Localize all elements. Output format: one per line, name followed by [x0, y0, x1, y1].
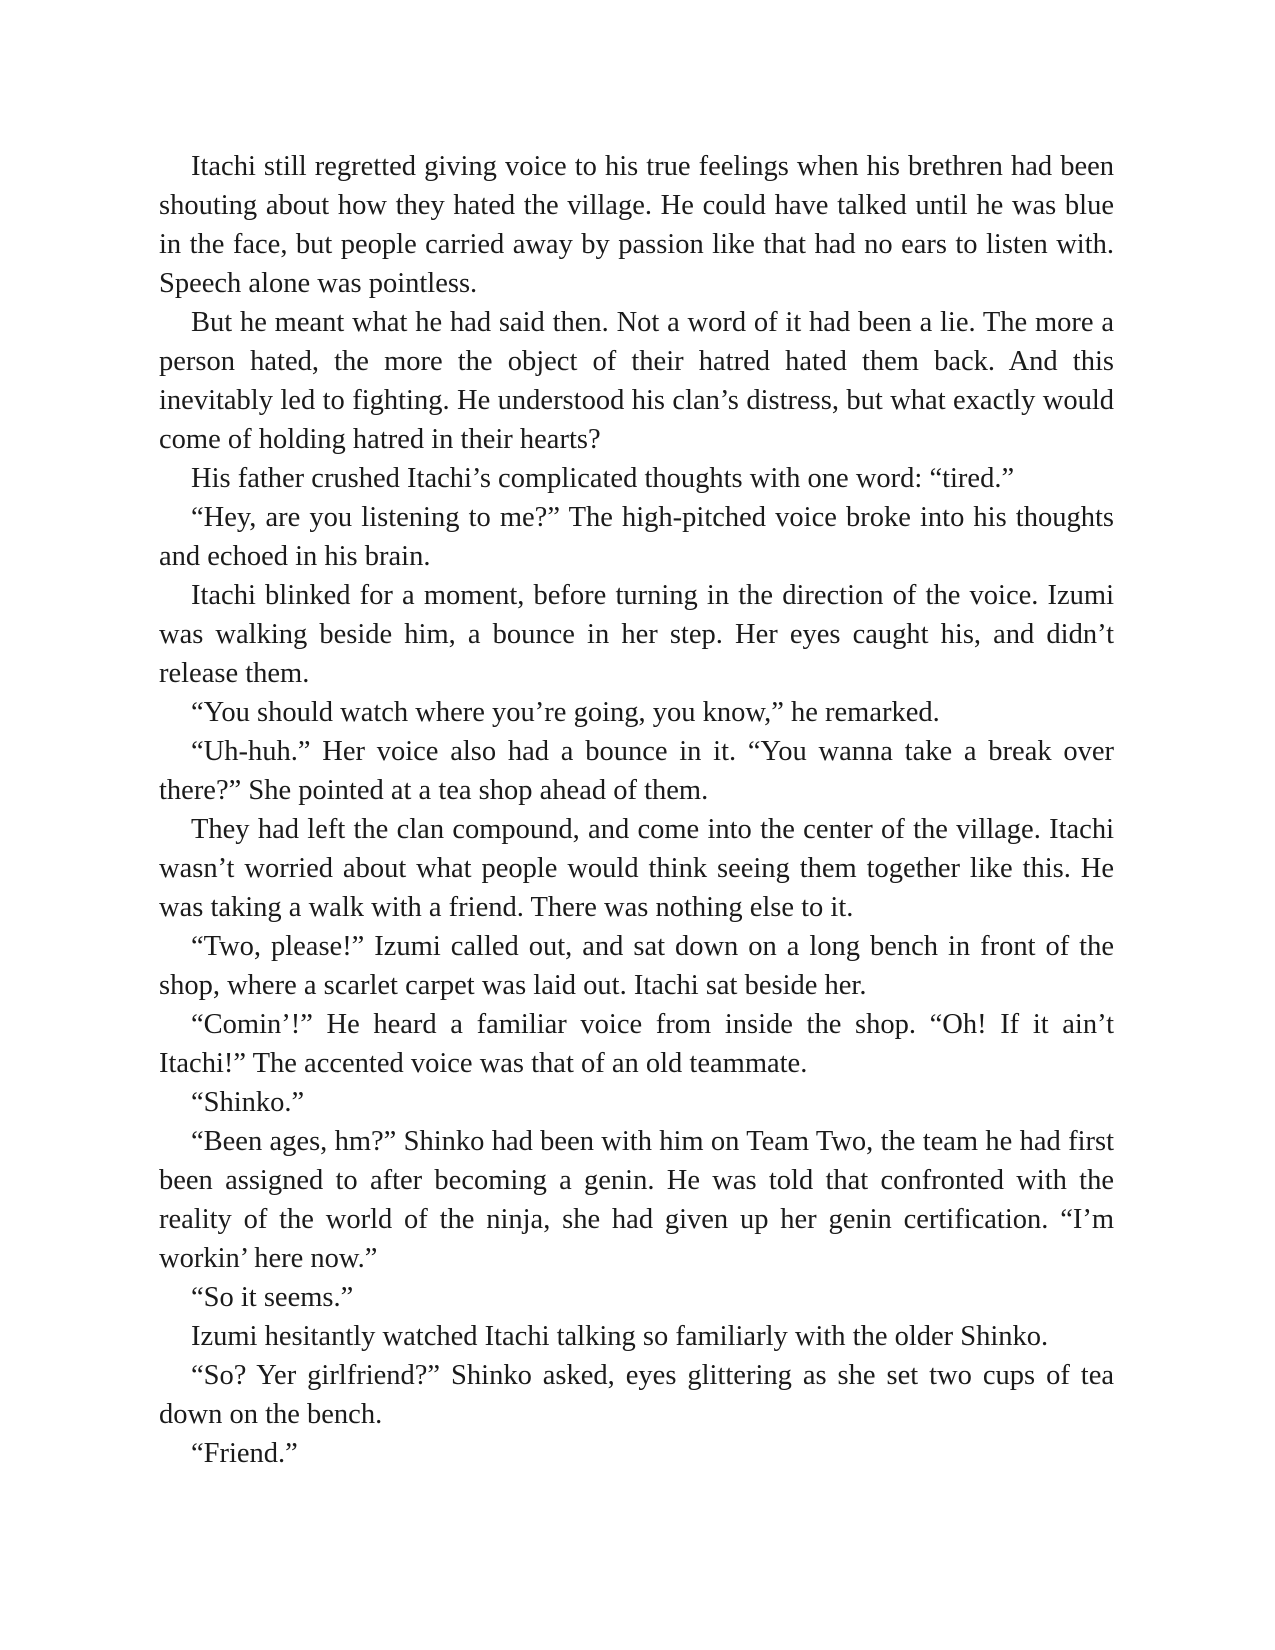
body-text	[159, 147, 1114, 1473]
paragraph-1: Itachi still regretted giving voice to his true feelings when his brethren had been shouting about how they hated the village. He could have talked until he was blue in the face, but people carried away by passion like that had no ears to listen with. Speech alone was pointless.	[159, 151, 1114, 299]
paragraph-12: “Been ages, hm?” Shinko had been with him on Team Two, the team he had first been assigned to after becoming a genin. He was told that confronted with the reality of the world of the ninja, she had given up her genin certification. “I’m workin’ here now.”	[159, 1126, 1114, 1274]
paragraph-13: “So it seems.”	[191, 1282, 354, 1313]
paragraph-4: “Hey, are you listening to me?” The high-pitched voice broke into his thoughts and echoed in his brain.	[159, 502, 1114, 572]
paragraph-2: But he meant what he had said then. Not a word of it had been a lie. The more a person hated, the more the object of their hatred hated them back. And this inevitably led to fighting. He understood his clan’s distress, but what exactly would come of holding hatred in their hearts?	[159, 307, 1114, 455]
paragraph-9: “Two, please!” Izumi called out, and sat down on a long bench in front of the shop, where a scarlet carpet was laid out. Itachi sat beside her.	[159, 931, 1114, 1001]
paragraph-8: They had left the clan compound, and come into the center of the village. Itachi wasn’t worried about what people would think seeing them together like this. He was taking a walk with a friend. There was nothing else to it.	[159, 814, 1114, 923]
paragraph-16: “Friend.”	[191, 1438, 298, 1469]
paragraph-7: “Uh-huh.” Her voice also had a bounce in it. “You wanna take a break over there?” She pointed at a tea shop ahead of them.	[159, 736, 1114, 806]
paragraph-11: “Shinko.”	[191, 1087, 305, 1118]
paragraph-15: “So? Yer girlfriend?” Shinko asked, eyes glittering as she set two cups of tea down on the bench.	[159, 1360, 1114, 1430]
paragraph-14: Izumi hesitantly watched Itachi talking so familiarly with the older Shinko.	[191, 1321, 1049, 1352]
paragraph-5: Itachi blinked for a moment, before turning in the direction of the voice. Izumi was walking beside him, a bounce in her step. Her eyes caught his, and didn’t release them.	[159, 580, 1114, 689]
paragraph-10: “Comin’!” He heard a familiar voice from inside the shop. “Oh! If it ain’t Itachi!” The accented voice was that of an old teammate.	[159, 1009, 1114, 1079]
paragraph-6: “You should watch where you’re going, you know,” he remarked.	[191, 697, 940, 728]
paragraph-3: His father crushed Itachi’s complicated thoughts with one word: “tired.”	[191, 463, 1015, 494]
